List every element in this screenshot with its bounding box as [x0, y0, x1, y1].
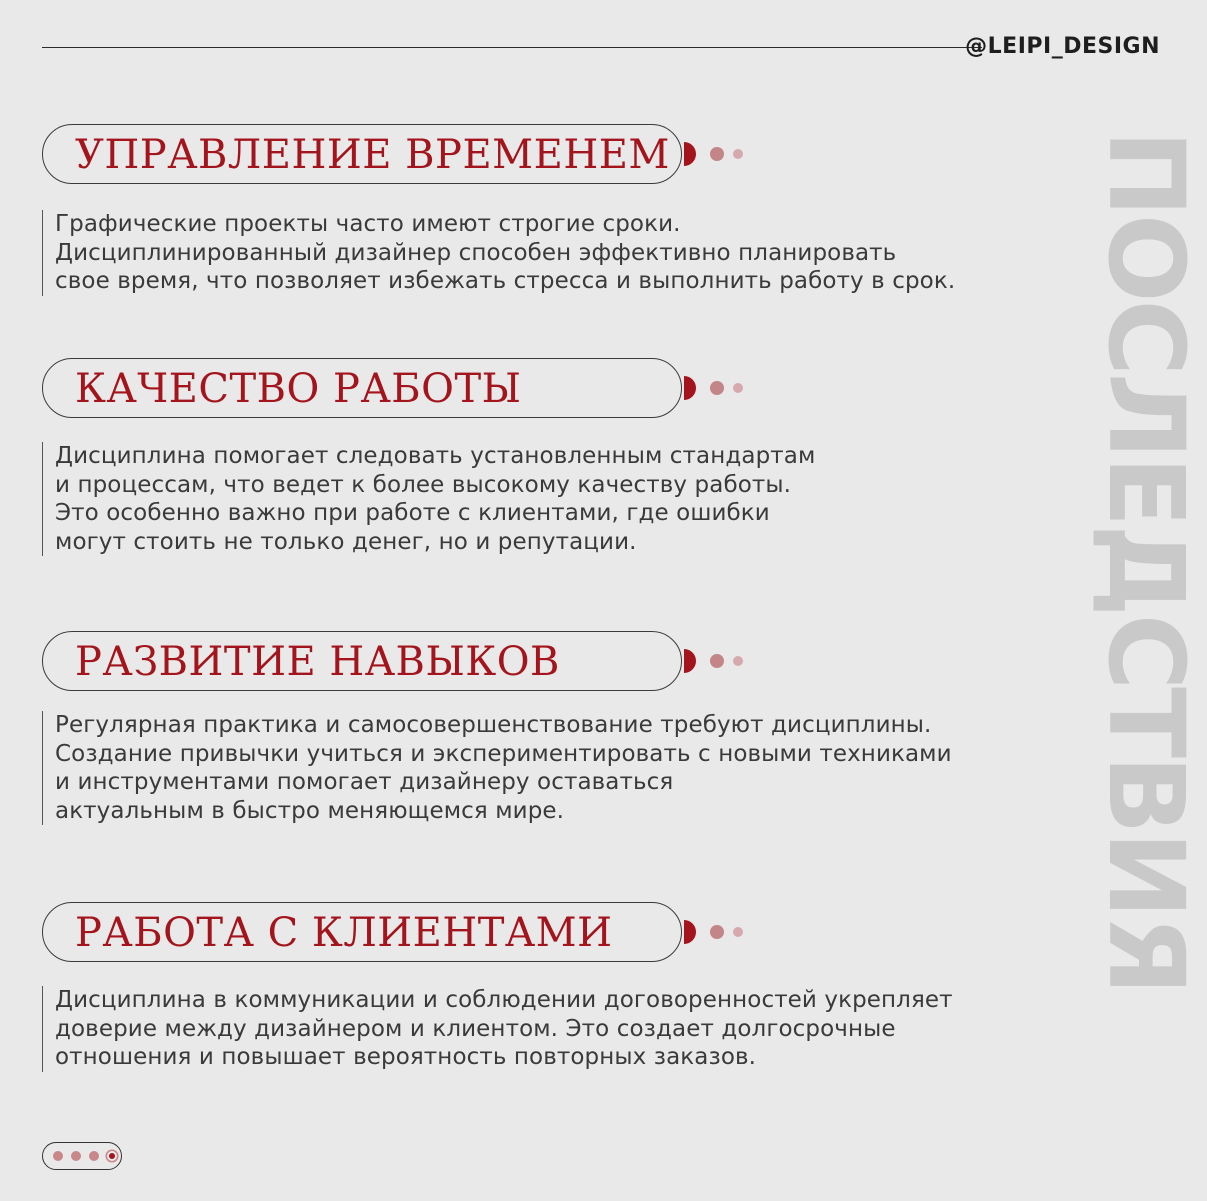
body-line: актуальным в быстро меняющемся мире.	[55, 797, 565, 824]
page-dot-icon[interactable]	[71, 1151, 81, 1161]
section-title: РАБОТА С КЛИЕНТАМИ	[75, 910, 613, 956]
dot-icon	[710, 925, 724, 939]
body-line: доверие между дизайнером и клиентом. Это создает долгосрочные	[55, 1015, 896, 1042]
page-dot-icon[interactable]	[89, 1151, 99, 1161]
page-dot-active-icon[interactable]	[109, 1153, 115, 1159]
page-indicator[interactable]	[42, 1142, 122, 1170]
section-title: РАЗВИТИЕ НАВЫКОВ	[75, 639, 560, 685]
dot-icon	[733, 656, 743, 666]
top-divider-line	[42, 47, 982, 48]
body-line: Дисциплина в коммуникации и соблюдении договоренностей укрепляет	[55, 987, 953, 1013]
section-body	[42, 711, 952, 825]
body-line: и процессам, что ведет к более высокому качеству работы.	[55, 471, 792, 498]
body-line: и инструментами помогает дизайнеру оставаться	[55, 769, 674, 795]
half-circle-icon	[684, 920, 696, 944]
dot-icon	[710, 147, 724, 161]
section-body	[42, 442, 815, 556]
section-title-pill	[42, 902, 682, 962]
section-title: УПРАВЛЕНИЕ ВРЕМЕНЕМ	[75, 132, 670, 178]
page-dot-icon[interactable]	[53, 1151, 63, 1161]
half-circle-icon	[684, 376, 696, 400]
dot-icon	[710, 654, 724, 668]
side-title	[1085, 130, 1207, 1190]
body-line: Это особенно важно при работе с клиентами, где ошибки	[55, 500, 770, 526]
decorative-dots	[684, 375, 764, 401]
body-line: Дисциплинированный дизайнер способен эффективно планировать	[55, 239, 897, 266]
author-handle: @LEIPI_DESIGN	[965, 34, 1160, 59]
dot-icon	[733, 149, 743, 159]
side-title-text: ПОСЛЕДСТВИЯ	[1085, 130, 1207, 993]
body-line: отношения и повышает вероятность повторных заказов.	[55, 1044, 757, 1070]
section-title-pill	[42, 124, 682, 184]
decorative-dots	[684, 141, 764, 167]
section-title: КАЧЕСТВО РАБОТЫ	[75, 366, 522, 412]
decorative-dots	[684, 648, 764, 674]
decorative-dots	[684, 919, 764, 945]
section-title-pill	[42, 631, 682, 691]
half-circle-icon	[684, 649, 696, 673]
section-body	[42, 986, 953, 1072]
body-line: Создание привычки учиться и экспериментировать с новыми техниками	[55, 740, 952, 767]
dot-icon	[733, 383, 743, 393]
section-title-pill	[42, 358, 682, 418]
body-line: Регулярная практика и самосовершенствование требуют дисциплины.	[55, 712, 932, 738]
body-line: могут стоить не только денег, но и репутации.	[55, 528, 637, 555]
body-line: свое время, что позволяет избежать стресса и выполнить работу в срок.	[55, 268, 956, 294]
dot-icon	[710, 381, 724, 395]
dot-icon	[733, 927, 743, 937]
section-body	[42, 210, 955, 296]
body-line: Графические проекты часто имеют строгие сроки.	[55, 211, 681, 237]
half-circle-icon	[684, 142, 696, 166]
body-line: Дисциплина помогает следовать установленным стандартам	[55, 443, 816, 469]
